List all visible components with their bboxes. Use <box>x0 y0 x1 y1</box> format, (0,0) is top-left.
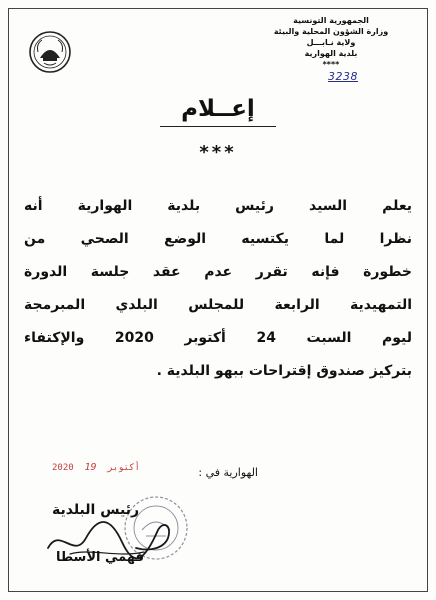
reference-number: 3238 <box>328 70 358 83</box>
title-underline <box>160 126 276 127</box>
date-stamp <box>52 462 140 473</box>
header-separator: **** <box>322 60 340 69</box>
header-municipality: بلدية الهوارية <box>304 49 358 58</box>
signatory-name: فهمي الأسطا <box>56 550 144 565</box>
body-line: التمهيدية الرابعة للمجلس البلدي المبرمجة <box>24 297 412 313</box>
document-title: إعــلام <box>181 96 255 122</box>
place-date-label: الهوارية في : <box>198 466 258 479</box>
body-line: يعلم السيد رئيس بلدية الهوارية أنه <box>24 198 412 214</box>
letterhead <box>256 15 406 70</box>
stamp-day: 19 <box>84 462 97 473</box>
title-separator: *** <box>199 142 237 163</box>
body-line: نظرا لما يكتسيه الوضع الصحي من <box>24 231 412 247</box>
body-line: ليوم السبت 24 أكتوبر 2020 والإكتفاء <box>24 330 412 346</box>
municipality-logo <box>28 30 72 74</box>
header-ministry: وزارة الشؤون المحلية والبيئة <box>273 27 389 36</box>
header-governorate: ولاية نـابـــل <box>306 38 356 47</box>
announcement-body <box>24 190 412 388</box>
body-line: خطورة فإنه تقرر عدم عقد جلسة الدورة <box>24 264 412 280</box>
signatory-title: رئيس البلدية <box>52 502 140 518</box>
stamp-year: 2020 <box>52 463 74 473</box>
stamp-month: أكتوبر <box>107 463 140 473</box>
body-line: بتركيز صندوق إقتراحات ببهو البلدية . <box>156 363 412 379</box>
header-country: الجمهورية التونسية <box>293 16 369 25</box>
